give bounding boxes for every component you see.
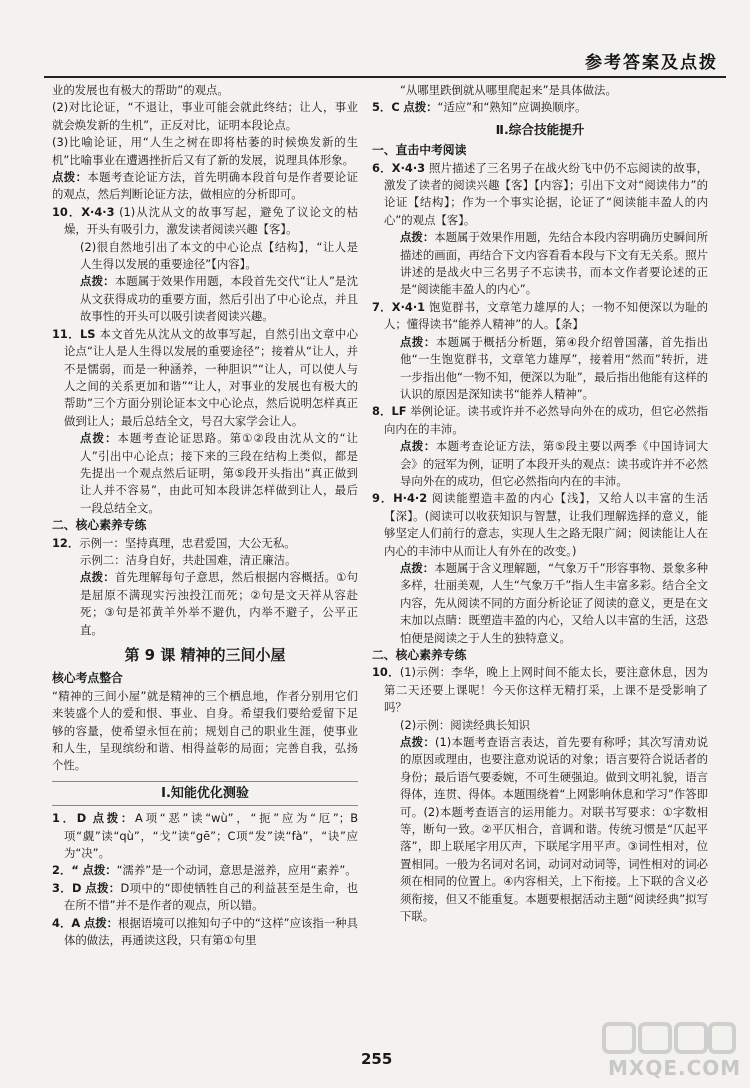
tip-label: 点拨： — [80, 570, 115, 585]
tip-label: 点拨： — [403, 100, 438, 115]
answer-3 — [52, 880, 358, 915]
tip-label: 点拨： — [400, 560, 435, 575]
answer-text: (2)很自然地引出了本文的中心论点【结构】，“让人是人生得以发展的重要途径”【内容】。 — [80, 239, 358, 272]
watermark — [598, 1020, 742, 1084]
text-line: (2)对比论证，“不退让，事业可能会就此终结；让人，事业就会焕发新的生机”，正反对比，证明本段论点。 — [52, 100, 358, 132]
answer-text: (1)从沈从文的故事写起，避免了议论文的枯燥，开头有吸引力，激发读者阅读兴趣【客】。 — [64, 204, 358, 237]
text-line: (3)比喻论证，用“人生之树在即将枯萎的时候焕发新的生机”比喻事业在遭遇挫折后又有了新的发展，说理具体形象。 — [52, 135, 358, 167]
tip-text: 本题考查论证方法，首先明确本段首句是作者要论证的观点，然后判断论证方法，做相应的分析即可。 — [52, 170, 358, 202]
answer-7 — [372, 299, 708, 334]
answer-11 — [52, 326, 358, 430]
page-header — [0, 0, 750, 78]
tip-paragraph — [372, 560, 708, 647]
answer-number: 5．C — [372, 100, 400, 115]
tip-text: 本题属于效果作用题，先结合本段内容明确历史瞬间所描述的画面，再结合下文内容看看本段与下文有无关系。照片讲述的是战火中三名男子不忘读书，而本文作者要论述的正是“阅读能丰盈人的内心”。 — [400, 230, 708, 297]
watermark-text: MXQE.COM — [608, 1056, 742, 1080]
tip-label: 点拨： — [82, 863, 117, 878]
answer-number: 9．H·4·2 — [372, 491, 428, 506]
tip-paragraph — [372, 438, 708, 490]
answer-9 — [372, 490, 708, 560]
tip-paragraph — [52, 169, 358, 204]
tip-text: 根据语境可以推知句子中的“这样”应该指一种具体的做法，再通读这段，只有第①句里 — [64, 915, 358, 948]
tip-label: 点拨： — [80, 431, 118, 446]
answer-text: 示例一：坚持真理，忠君爱国，大公无私。 — [79, 535, 296, 550]
tip-paragraph — [52, 273, 358, 325]
answer-text: 照片描述了三名男子在战火纷飞中仍不忘阅读的故事，激发了读者的阅读兴趣【客】【内容】；引出下文对“阅读伟力”的论证【结构】；作为一个事实论据，论证了“阅读能丰盈人的内心”的观点【客】。 — [384, 160, 709, 227]
tip-text: “濡养”是一个动词，意思是滋养，应用“素养”。 — [116, 863, 357, 878]
left-column — [52, 82, 358, 950]
answer-text: 饱览群书，文章笔力雄厚的人；一物不知便深以为耻的人；懂得读书“能养人精神”的人。【条】 — [384, 299, 709, 332]
section-title: 二、核心素养专练 — [52, 518, 147, 533]
answer-number: 10． — [372, 665, 400, 680]
right-column — [372, 82, 708, 926]
tip-label: 点拨： — [400, 230, 435, 245]
tip-text: D项中的“即使牺牲自己的利益甚至是生命，也在所不惜”并不是作者的观点，所以错。 — [64, 880, 358, 913]
tip-text: 本题属于含义理解题，“气象万千”形容事物、景象多种多样，壮丽美观，人生“气象万千”指人生丰富多彩。结合全文内容，先从阅读不同的方面分析论证了阅读的意义，更是在文末加以点睛：既塑造丰盈的内心，又给人以丰富的生活，这恐怕便是阅读之于人生的独特意义。 — [400, 560, 708, 645]
answer-text: 阅读能塑造丰盈的内心【浅】，又给人以丰富的生活【深】。(阅读可以收获知识与智慧，让我们理解选择的意义，能够坚定人们前行的意志，实现人生之路无限广阔；阅读能让人在内心的丰沛中从而让人有外在的改变。) — [384, 491, 708, 558]
tip-label: 点拨： — [400, 439, 436, 454]
answer-text: (2)示例：阅读经典长知识 — [400, 717, 531, 732]
tip-label: 点拨： — [400, 334, 436, 349]
tip-label: 点拨： — [52, 170, 88, 185]
answer-5 — [372, 99, 708, 116]
answer-2 — [52, 862, 358, 879]
answer-12 — [52, 535, 358, 552]
answer-number: 3．D — [52, 880, 82, 895]
tip-label: 点拨： — [83, 915, 119, 930]
text-line: “从哪里跌倒就从哪里爬起来”是具体做法。 — [400, 83, 617, 97]
section-title: 一、直击中考阅读 — [372, 143, 467, 158]
tip-text: (1)本题考查语言表达，首先要有称呼；其次写清劝说的原因或理由，也要注意劝说话的对象；语言要符合说话者的身份；最后语气要委婉，不可生硬强迫。做到文明礼貌，语言得体，连贯、得体。本题围绕着“上网影响休息和学习”作答即可。(2)本题考查语言的运用能力。对联书写要求：①字数相等，断句一致。②平仄相合，音调和谐。传统习惯是“仄起平落”，即上联尾字用仄声，下联尾字用平声。③词性相对，位置相同。一般为名词对名词，动词对动词等，词性相对的词必须在相同的位置上。④内容相关，上下衔接。上下联的含义必须衔接，但又不能重复。本题要根据活动主题“阅读经典”拟写下联。 — [400, 735, 708, 924]
part-title: Ⅰ.知能优化测验 — [52, 781, 358, 806]
answer-text: 示例二：洁身自好，共赴国难，清正廉洁。 — [80, 552, 297, 567]
answer-number: 8．LF — [372, 404, 407, 419]
tip-label: 点拨： — [400, 735, 436, 750]
answer-number: 6．X·4·3 — [372, 160, 426, 175]
section-title: 二、核心素养专练 — [372, 648, 467, 662]
answer-number: 7．X·4·1 — [372, 299, 426, 314]
answer-number: 12． — [52, 535, 80, 550]
tip-label: 点拨： — [85, 880, 121, 895]
part-title: Ⅱ.综合技能提升 — [495, 121, 585, 137]
answer-8 — [372, 403, 708, 438]
tip-text: “适应”和“熟知”应调换顺序。 — [437, 100, 587, 115]
answer-number: 11．LS — [52, 326, 96, 341]
answer-number: 4．A — [52, 915, 81, 930]
header-rule — [44, 76, 726, 78]
answer-10 — [52, 204, 358, 239]
header-title: 参考答案及点拨 — [585, 53, 718, 73]
tip-text: 本题考查论证方法，第⑤段主要以两季《中国诗词大会》的冠军为例，证明了本段开头的观点：读书或许并不必然导向外在的成功，但它必然指向内在的丰沛。 — [400, 439, 708, 488]
lesson-title: 第 9 课 精神的三间小屋 — [124, 646, 286, 664]
tip-paragraph — [372, 734, 708, 925]
tip-label: 点拨： — [92, 811, 136, 826]
answer-text: 举例论证。读书或许并不必然导向外在的成功，但它必然指向内在的丰沛。 — [384, 404, 708, 436]
section-title: 核心考点整合 — [52, 671, 123, 686]
tip-text: 本题属于概括分析题，第④段介绍曾国藩，首先指出他“一生饱览群书，文章笔力雄厚”，接着用“然而”转折，进一步指出他“一物不知，便深以为耻”，最后指出他能有这样的认识的原因是深知读书“能养人精神”。 — [400, 334, 708, 401]
answer-text: 本文首先从沈从文的故事写起，自然引出文章中心论点“让人是人生得以发展的重要途径”；接着从“让人，并不是懦弱，而是一种涵养，一种胆识”“让人，可以使人与人之间的关系更加和谐”“让人，对事业的发展也有极大的帮助”三个方面分别论证本文中心论点，然后说明怎样真正做到让人；最后总结全文，号召大家学会让人。 — [64, 326, 358, 428]
tip-label: 点拨： — [80, 274, 115, 289]
tip-text: 本题考查论证思路。第①②段由沈从文的“让人”引出中心论点；接下来的三段在结构上类似，都是先提出一个观点然后证明，第⑤段开头指出“真正做到让人并不容易”，由此可知本段讲怎样做到让人，最后一段总结全文。 — [80, 431, 358, 515]
text-line: 业的发展也有极大的帮助”的观点。 — [52, 83, 229, 97]
tip-paragraph — [372, 334, 708, 404]
tip-text: 本题属于效果作用题，本段首先交代“让人”是沈从文获得成功的重要方面，然后引出了中心论点，并且故事性的开头可以吸引读者阅读兴趣。 — [80, 274, 358, 324]
tip-paragraph — [52, 569, 358, 639]
answer-4 — [52, 915, 358, 950]
answer-number: 1．D — [52, 811, 87, 826]
page-number: 255 — [361, 1050, 393, 1068]
tip-text: 首先理解每句子意思，然后根据内容概括。①句是屈原不满现实污浊投江而死；②句是文天祥从容赴死；③句是祁黄羊外举不避仇，内举不避子，公平正直。 — [80, 570, 358, 637]
text-paragraph: “精神的三间小屋”就是精神的三个栖息地，作者分别用它们来装盛个人的爱和恨、事业、自身。希望我们要给爱留下足够的容量，使希望永恒在前；规划自己的职业生涯，使事业和人生，呈现缤纷和谐、相得益彰的局面；完善自我，弘扬个性。 — [52, 688, 358, 773]
answer-1 — [52, 810, 358, 862]
answer-text: (1)示例：李华，晚上上网时间不能太长，要注意休息，因为第二天还要上课呢！今天你这样无精打采，上课不是受影响了吗？ — [384, 665, 708, 715]
tip-paragraph — [372, 229, 708, 299]
answer-6 — [372, 160, 708, 230]
answer-number: 2．“ — [52, 863, 79, 878]
answer-number: 10．X·4·3 — [52, 204, 115, 219]
tip-text: A项“恶”读“wù”，“扼”应为“厄”；B项“觑”读“qù”，“戈”读“gē”；C项“发”读“fà”，“诀”应为“决”。 — [64, 811, 359, 861]
answer-10-right — [372, 664, 708, 716]
tip-paragraph — [52, 430, 358, 517]
